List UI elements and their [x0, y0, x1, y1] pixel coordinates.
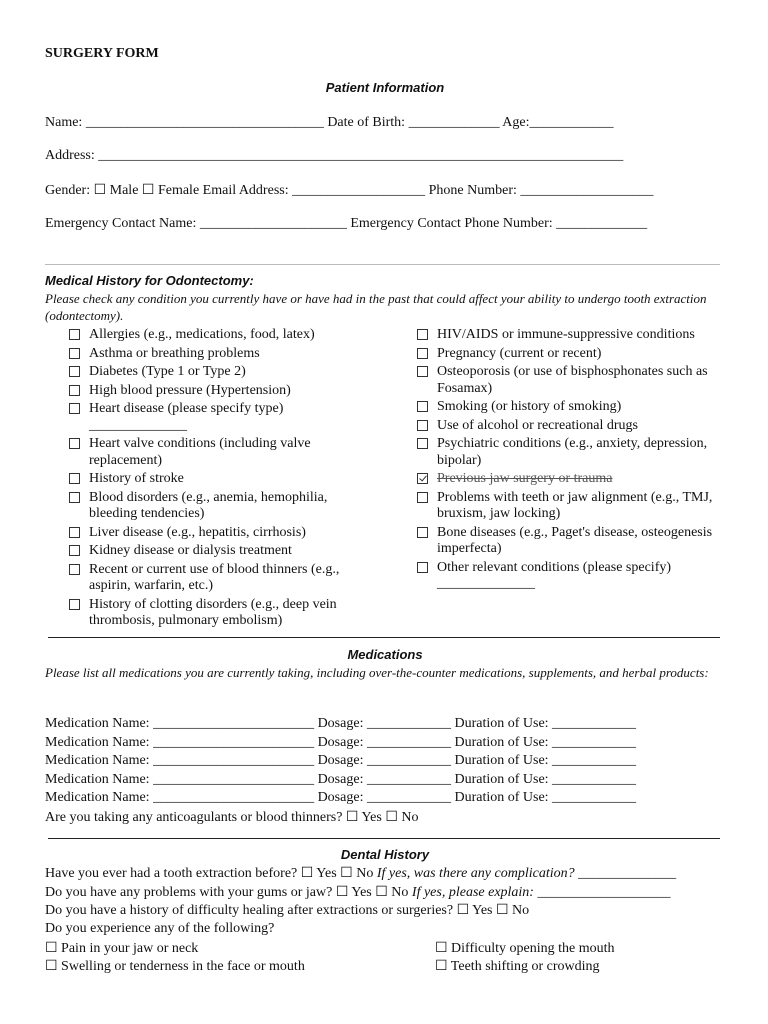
condition-item[interactable]: [69, 490, 369, 523]
anticoagulants-question[interactable]: Are you taking any anticoagulants or blood thinners? ☐ Yes ☐ No: [45, 810, 419, 825]
condition-label: Pregnancy (current or recent): [437, 345, 602, 361]
checkbox[interactable]: [69, 385, 80, 396]
condition-label: Use of alcohol or recreational drugs: [437, 417, 638, 433]
checkbox[interactable]: [69, 366, 80, 377]
condition-item[interactable]: [417, 327, 722, 344]
question-followup: If yes, please explain:: [411, 885, 534, 900]
condition-item[interactable]: [69, 364, 369, 381]
checkbox[interactable]: [69, 527, 80, 538]
checkbox[interactable]: [417, 492, 428, 503]
tooth-extraction-question[interactable]: [45, 865, 676, 882]
condition-label: Liver disease (e.g., hepatitis, cirrhosis): [89, 524, 306, 540]
condition-item[interactable]: [69, 346, 369, 363]
medical-history-note: Please check any condition you currently have or have had in the past that could affect your ability to undergo tooth extraction (odontectomy).: [45, 291, 707, 323]
dental-history-heading: Dental History: [340, 847, 430, 862]
condition-item[interactable]: [69, 327, 369, 344]
medication-row[interactable]: Medication Name: _______________________ Dosage: ____________ Duration of Use: ____________: [45, 790, 637, 805]
checkbox[interactable]: [69, 348, 80, 359]
condition-label: Heart valve conditions (including valve replacement): [89, 436, 311, 468]
condition-item[interactable]: [69, 401, 369, 434]
checkbox-checked[interactable]: [417, 473, 428, 484]
symptom-teeth-shifting[interactable]: ☐ Teeth shifting or crowding: [435, 959, 600, 974]
divider: [48, 838, 720, 839]
condition-item[interactable]: [417, 346, 722, 363]
checkbox[interactable]: [417, 420, 428, 431]
checkbox[interactable]: [69, 329, 80, 340]
medication-row[interactable]: Medication Name: _______________________ Dosage: ____________ Duration of Use: ____________: [45, 771, 637, 787]
condition-label: Asthma or breathing problems: [89, 345, 260, 361]
medical-history-left-list: [69, 327, 369, 632]
gums-jaw-question[interactable]: [45, 884, 670, 901]
condition-label: History of clotting disorders (e.g., deep vein thrombosis, pulmonary embolism): [89, 596, 337, 628]
question-text: Do you have any problems with your gums or jaw? ☐ Yes ☐ No: [45, 885, 412, 900]
condition-label: Kidney disease or dialysis treatment: [89, 543, 292, 558]
condition-item[interactable]: [69, 597, 369, 630]
checkbox[interactable]: [69, 599, 80, 610]
checkbox[interactable]: [69, 403, 80, 414]
condition-item[interactable]: [69, 383, 369, 400]
condition-label: Osteoporosis (or use of bisphosphonates such as Fosamax): [437, 364, 708, 396]
condition-item[interactable]: [417, 418, 722, 435]
condition-label: Heart disease (please specify type) ______________: [89, 401, 284, 433]
condition-label: Problems with teeth or jaw alignment (e.g., TMJ, bruxism, jaw locking): [437, 489, 713, 521]
checkbox[interactable]: [417, 527, 428, 538]
question-followup: If yes, was there any complication?: [376, 866, 575, 881]
condition-label: Allergies (e.g., medications, food, latex): [89, 327, 315, 342]
symptom-difficulty-opening[interactable]: ☐ Difficulty opening the mouth: [435, 941, 615, 956]
condition-label: History of stroke: [89, 471, 184, 486]
condition-label: Psychiatric conditions (e.g., anxiety, depression, bipolar): [437, 436, 708, 468]
condition-item[interactable]: [417, 490, 722, 523]
checkbox[interactable]: [417, 562, 428, 573]
condition-item[interactable]: [417, 399, 722, 416]
condition-label: Recent or current use of blood thinners (e.g., aspirin, warfarin, etc.): [89, 561, 340, 593]
checkbox[interactable]: [417, 329, 428, 340]
checkbox[interactable]: [417, 401, 428, 412]
question-text: Have you ever had a tooth extraction before? ☐ Yes ☐ No: [45, 866, 377, 881]
symptom-swelling[interactable]: ☐ Swelling or tenderness in the face or mouth: [45, 959, 305, 974]
condition-item[interactable]: [69, 471, 369, 488]
medications-heading: Medications: [347, 647, 423, 662]
checkbox[interactable]: [69, 564, 80, 575]
checkbox[interactable]: [69, 473, 80, 484]
medication-row[interactable]: Medication Name: _______________________ Dosage: ____________ Duration of Use: ____________: [45, 716, 637, 731]
gender-email-phone-line[interactable]: Gender: ☐ Male ☐ Female Email Address: ___________________ Phone Number: ___________________: [45, 183, 654, 198]
checkbox[interactable]: [69, 438, 80, 449]
divider: [48, 637, 720, 638]
condition-label: Previous jaw surgery or trauma: [437, 471, 613, 486]
condition-label: Blood disorders (e.g., anemia, hemophilia, bleeding tendencies): [89, 489, 328, 521]
answer-blank[interactable]: ___________________: [533, 885, 671, 900]
condition-item[interactable]: [417, 560, 722, 593]
symptom-jaw-pain[interactable]: ☐ Pain in your jaw or neck: [45, 941, 199, 956]
checkbox[interactable]: [417, 366, 428, 377]
symptoms-question: Do you experience any of the following?: [45, 921, 275, 936]
condition-item[interactable]: [69, 543, 369, 560]
medications-note: Please list all medications you are currently taking, including over-the-counter medications, supplements, and herbal products:: [45, 665, 709, 680]
patient-info-heading: Patient Information: [325, 80, 445, 95]
healing-difficulty-question[interactable]: Do you have a history of difficulty healing after extractions or surgeries? ☐ Yes ☐ No: [45, 903, 530, 918]
answer-blank[interactable]: ______________: [574, 866, 677, 881]
medication-row[interactable]: Medication Name: _______________________ Dosage: ____________ Duration of Use: ____________: [45, 734, 637, 750]
condition-label: Diabetes (Type 1 or Type 2): [89, 364, 246, 379]
emergency-contact-line[interactable]: Emergency Contact Name: _____________________ Emergency Contact Phone Number: _____________: [45, 216, 648, 231]
condition-item[interactable]: [69, 525, 369, 542]
checkbox[interactable]: [69, 492, 80, 503]
condition-item[interactable]: [69, 436, 369, 469]
medical-history-heading: Medical History for Odontectomy:: [45, 273, 254, 288]
medication-row[interactable]: Medication Name: _______________________ Dosage: ____________ Duration of Use: ____________: [45, 753, 637, 768]
condition-item[interactable]: [417, 364, 722, 397]
divider: [45, 264, 720, 265]
form-title: SURGERY FORM: [45, 46, 159, 61]
checkbox[interactable]: [69, 545, 80, 556]
condition-label: Bone diseases (e.g., Paget's disease, osteogenesis imperfecta): [437, 524, 713, 556]
condition-label: Other relevant conditions (please specify) ______________: [437, 559, 672, 591]
condition-label: HIV/AIDS or immune-suppressive conditions: [437, 327, 695, 342]
checkbox[interactable]: [417, 438, 428, 449]
address-line[interactable]: Address: ___________________________________________________________________________: [45, 148, 624, 163]
condition-item[interactable]: [417, 471, 722, 488]
condition-label: High blood pressure (Hypertension): [89, 382, 291, 398]
condition-label: Smoking (or history of smoking): [437, 399, 622, 414]
condition-item[interactable]: [69, 562, 369, 595]
checkbox[interactable]: [417, 348, 428, 359]
condition-item[interactable]: [417, 525, 722, 558]
name-dob-age-line[interactable]: Name: __________________________________ Date of Birth: _____________ Age:____________: [45, 115, 614, 130]
medical-history-right-list: [417, 327, 722, 595]
condition-item[interactable]: [417, 436, 722, 469]
